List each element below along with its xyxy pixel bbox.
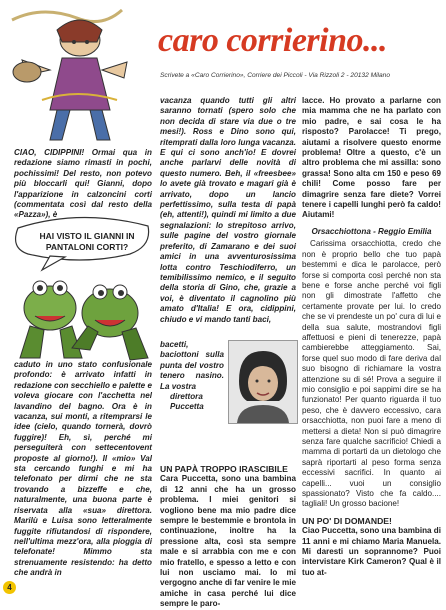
- speech-bubble: [22, 225, 152, 267]
- letter-1-text: Cara Puccetta, sono una bambina di 12 anni che ha un grosso problema. I miei genitori si vogliono bene ma mio padre dice sempre le bestemmie e brontola in continuazione, inoltre ha la pressione alta, così sta sempre male e si arrabbia con me e con mio fratello, e spesso a letto e con lui non usciamo mai. Io mi vergogno anche di far venire le mie amiche in casa perché lui dice sempre le paro-: [160, 474, 296, 609]
- letter-2-heading: UN PO' DI DOMANDE!: [302, 515, 392, 526]
- flying-character-illustration: [2, 0, 152, 148]
- letter-1-signature: Orsacchiottona - Reggio Emilia: [311, 226, 432, 236]
- column-3: [302, 96, 441, 578]
- column-2-narrow: [160, 340, 224, 413]
- column-1-top: [14, 148, 152, 221]
- page-number: 4: [3, 581, 16, 594]
- column-1-bottom: [14, 360, 152, 579]
- letter-1: [160, 464, 296, 610]
- portrait-image: [229, 341, 297, 423]
- editorial-text: vacanza quando tutti gli altri saranno tornati (spero solo che non decida di stare via due o tre mesi!). Ross e Dino sono qui, ritemprati dalla loro lunga vacanza. E qui ci sono anch'io! E dovrei anche parlarvi delle novità di questo numero. Beh, il «freesbee» lo avete già trovato e magari già è arrivato, dopo un lancio perfettissimo, sulla testa di papà (eh, attenti!), quindi mi limito a due segnalazioni: lo strepitoso arrivo, sulle pagine del vostro giornale preferito, di Zamarano e dei suoi amici in una avventurosissima lotta contro Teschiodiferro, un temibilissimo nemico, e il seguito della storia di Gino, che, grazie a voi, è diventato il cagnolino più amato d'Italia! E ora, cidippini, chiudo e vi mando tanti baci,: [160, 96, 296, 324]
- column-2-top: [160, 96, 296, 325]
- reply-1: Carissima orsacchiotta, credo che non è proprio bello che tuo papà bestemmi e dica le parolacce, però forse si comporta così perché non sta bene e forse anche perché voi figli non gli dimostrate l'affetto che certamente provate per lui. Io credo che se vi prendeste un po' cura di lui e della sua salute, mostrandovi figli affettuosi e pieni di tenerezze, papà cambierebbe atteggiamento. Sai, forse quel suo modo di fare deriva dal suo bisogno di richiamare la vostra attenzione su di sé! Prova a seguire il mio consiglio e poi sappimi dire se ha funzionato! Per quanto riguarda il tuo peso, che è davvero eccessivo, cara orsacchiotta, non puoi fare a meno di mettersi a dieta! Non si può dimagrire senza fare qualche sacrificio! Chiedi a mamma di portarti da un dietologo che saprà riportarti al peso forma senza eccessivi sacrifici. In quanto ai capelli... vuoi un consiglio spassionato? Visto che fa caldo.... tagliali! Un grosso bacione!: [302, 239, 441, 509]
- editorial-continued: caduto in uno stato confusionale profondo: è arrivato infatti in redazione con secchiello e palette e voleva giocare con l'acchetta nel lavandino del bagno. Ora è in vacanza, sui monti, a ritemprarsi le idee (cielo, quando tornerà, dovrò fuggire)! Eh, sì, perché mi perseguiterà con settecentovent proposte al giorno!). Il «mio» Val sta cercando funghi e mi ha telefonato per dirmi che ne sta trovando a bizzeffe e che, naturalmente, una buona parte è riservata alla «sua» direttora. Marilù e Luisa sono letteralmente fuggite rifiutandosi di rispondere, nell'ultima mezz'ora, alla pioggia di telefonate! Mimmo sta strenuamente resistendo: ha detto che andrà in: [14, 360, 152, 578]
- signoff-name: Puccetta: [170, 402, 204, 412]
- editorial-closing: bacetti, baciottoni sulla punta del vostro tenero nasino. La vostra: [160, 340, 224, 391]
- page-title: caro corrierino...: [158, 22, 387, 59]
- letter-2-text: Ciao Puccetta, sono una bambina di 11 anni e mi chiamo Maria Manuela. Mi daresti un soprannome? Puoi intervistare Kirk Cameron? Qual è il tuo at-: [302, 526, 441, 577]
- letter-1-heading: UN PAPÀ TROPPO IRASCIBILE: [160, 464, 288, 474]
- editor-photo: [228, 340, 298, 424]
- speech-bubble-text: HAI VISTO IL GIANNI IN PANTALONI CORTI?: [39, 231, 135, 252]
- letter-1-continued: lacce. Ho provato a parlarne con mia mamma che ne ha parlato con mio padre, e sai cosa le ha risposto? Parolacce! Ti prego, aiutami a risolvere questo enorme problema! Oltre a questo, c'è un altro problema che mi assilla: sono grassa! Sono alta cm 150 e peso 69 chili! Come posso fare per dimagrire senza fare diete? Vorrei tenere i capelli lunghi però fa caldo! Aiutami!: [302, 96, 441, 220]
- signoff-role: direttora: [170, 392, 203, 402]
- editorial-intro: CIAO, CIDIPPINI! Ormai qua in redazione siamo rimasti in pochi, pochissimi! Del resto, non potevo più bloccarli qui! Gianni, dopo l'apparizione in calzoncini corti (commentata così dal resto della «Pazza»), è: [14, 148, 152, 220]
- page-subtitle: Scrivete a «Caro Corrierino», Corriere dei Piccoli - Via Rizzoli 2 - 20132 Milano: [160, 72, 391, 79]
